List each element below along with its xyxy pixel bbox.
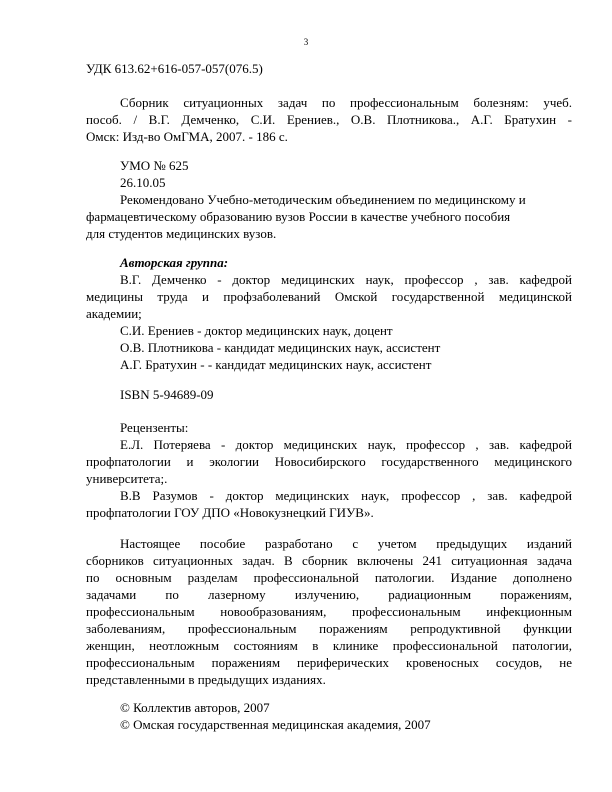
bibliography-line: Омск: Изд-во ОмГМА, 2007. - 186 с. [86, 129, 288, 144]
annotation-line: сборников ситуационных задач. В сборник включены 241 ситуационная задача [86, 553, 572, 568]
umo-date: 26.10.05 [120, 175, 166, 190]
recommendation-line: фармацевтическому образованию вузов России в качестве учебного пособия [86, 209, 511, 224]
umo-recommendation [86, 157, 572, 242]
bibliography-line: Сборник ситуационных задач по профессиональным болезням: учеб. [120, 95, 572, 110]
annotation-line: представленными в предыдущих изданиях. [86, 672, 326, 687]
reviewer-entry: В.В Разумов - доктор медицинских наук, профессор , зав. кафедрой [120, 488, 572, 503]
bibliographic-description [86, 94, 572, 145]
bibliography-line: пособ. / В.Г. Демченко, С.И. Ерениев., О.В. Плотникова., А.Г. Братухин - [86, 112, 572, 127]
annotation-line: женщин, неотложным состояниям в клинике профессиональной патологии, [86, 638, 572, 653]
author-entry: А.Г. Братухин - - кандидат медицинских наук, ассистент [120, 357, 432, 372]
annotation-line: профессиональным новообразованиям, профессиональным инфекционным [86, 604, 572, 619]
umo-number: УМО № 625 [120, 158, 189, 173]
udk-code: УДК 613.62+616-057-057(076.5) [86, 61, 263, 76]
reviewer-entry: Е.Л. Потеряева - доктор медицинских наук, профессор , зав. кафедрой [120, 437, 572, 452]
copyright-block [86, 699, 572, 733]
reviewers-heading: Рецензенты: [120, 420, 189, 435]
author-entry: С.И. Ерениев - доктор медицинских наук, доцент [120, 323, 393, 338]
copyright-line: © Омская государственная медицинская академия, 2007 [120, 717, 431, 732]
annotation-line: Настоящее пособие разработано с учетом предыдущих изданий [120, 536, 572, 551]
reviewers [86, 419, 572, 521]
author-entry: медицины труда и профзаболеваний Омской государственной медицинской [86, 289, 572, 304]
copyright-line: © Коллектив авторов, 2007 [120, 700, 270, 715]
author-entry: академии; [86, 306, 142, 321]
reviewer-entry: университета;. [86, 471, 168, 486]
reviewer-entry: профпатологии и экологии Новосибирского государственного медицинского [86, 454, 572, 469]
page-number: 3 [303, 37, 309, 47]
author-group [86, 254, 572, 373]
author-entry: В.Г. Демченко - доктор медицинских наук, профессор , зав. кафедрой [120, 272, 572, 287]
author-entry: О.В. Плотникова - кандидат медицинских наук, ассистент [120, 340, 441, 355]
annotation-line: заболеваниям, профессиональным поражениям репродуктивной функции [86, 621, 572, 636]
recommendation-line: для студентов медицинских вузов. [86, 226, 277, 241]
isbn: ISBN 5-94689-09 [120, 387, 214, 402]
annotation-line: задачами по лазерному излучению, радиационным поражениям, [86, 587, 572, 602]
reviewer-entry: профпатологии ГОУ ДПО «Новокузнецкий ГИУВ». [86, 505, 374, 520]
recommendation-line: Рекомендовано Учебно-методическим объединением по медицинскому и [120, 192, 526, 207]
annotation-line: профессиональным поражениям периферических кровеносных сосудов, не [86, 655, 572, 670]
authors-heading: Авторская группа: [120, 255, 229, 270]
annotation-line: по основным разделам профессиональной патологии. Издание дополнено [86, 570, 572, 585]
annotation [86, 535, 572, 688]
